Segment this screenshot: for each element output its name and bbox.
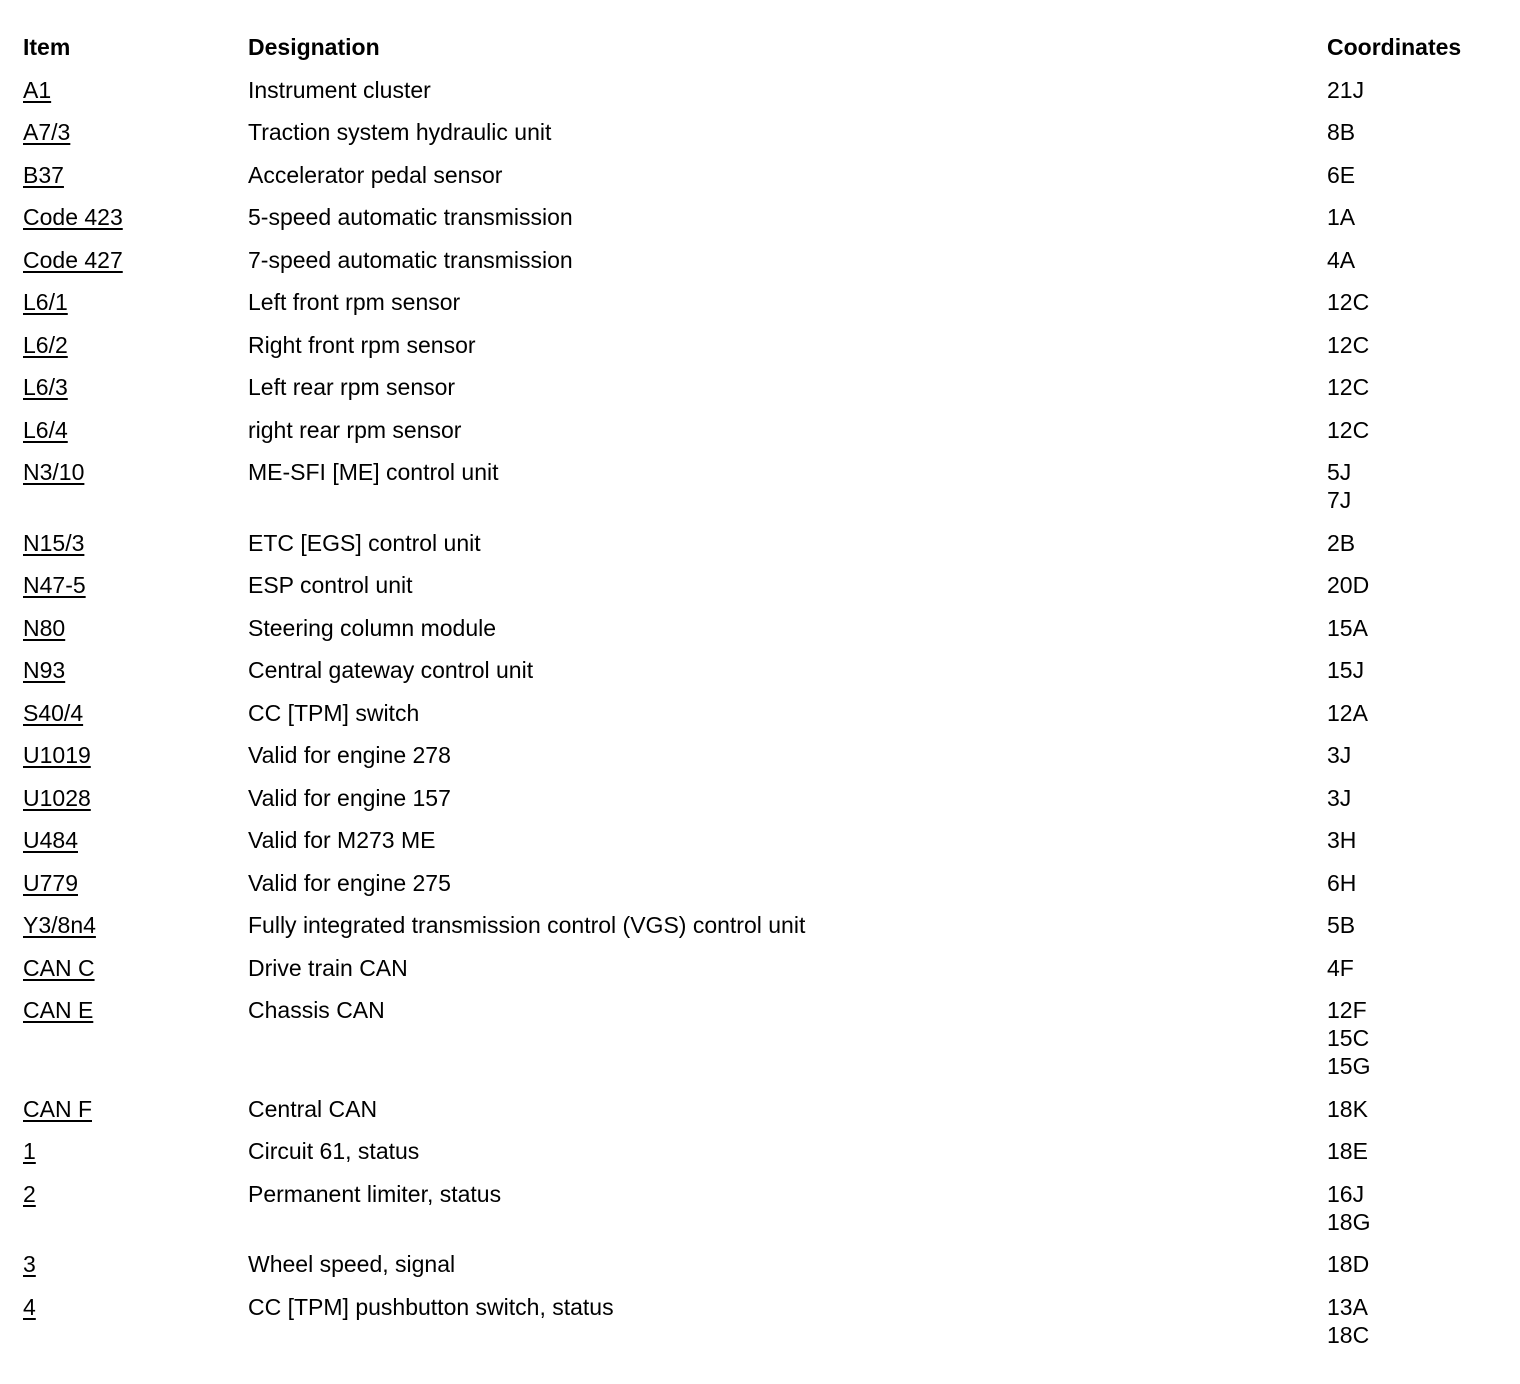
item-link[interactable]: CAN C: [23, 954, 95, 981]
designation-cell: Fully integrated transmission control (VGS) control unit: [248, 912, 806, 938]
table-row: [23, 777, 1503, 820]
table-row: [23, 1243, 1503, 1286]
item-cell: [23, 996, 243, 1024]
item-link[interactable]: Y3/8n4: [23, 912, 96, 938]
table-row: [23, 819, 1503, 862]
item-link[interactable]: A7/3: [23, 119, 71, 145]
header-item: Item: [23, 34, 71, 60]
coordinate-value: 12F: [1327, 997, 1367, 1023]
designation-cell: Valid for engine 278: [248, 742, 451, 768]
item-link[interactable]: A1: [23, 76, 52, 103]
header-designation: Designation: [248, 34, 380, 60]
designation-cell: Traction system hydraulic unit: [248, 119, 552, 145]
item-cell: [23, 869, 243, 897]
item-cell: [23, 911, 243, 939]
item-cell: [23, 373, 243, 401]
table-row: [23, 451, 1503, 522]
item-link[interactable]: N15/3: [23, 529, 85, 556]
item-cell: [23, 614, 243, 642]
designation-cell: ESP control unit: [248, 572, 413, 598]
coordinate-value: 5J: [1327, 459, 1352, 485]
coordinates-cell: [1327, 826, 1507, 854]
coordinate-value: 1A: [1327, 204, 1356, 230]
coordinate-value: 21J: [1327, 76, 1365, 103]
item-link[interactable]: L6/4: [23, 416, 68, 443]
coordinates-cell: [1327, 996, 1507, 1080]
coordinates-cell: [1327, 656, 1507, 684]
table-row: [23, 989, 1503, 1088]
table-row: [23, 154, 1503, 197]
table-row: [23, 1130, 1503, 1173]
designation-cell: Valid for M273 ME: [248, 827, 436, 853]
item-link[interactable]: S40/4: [23, 699, 84, 726]
designation-cell: 5-speed automatic transmission: [248, 204, 573, 230]
table-row: [23, 904, 1503, 947]
table-row: [23, 522, 1503, 565]
item-link[interactable]: 4: [23, 1293, 36, 1320]
item-cell: [23, 954, 243, 982]
item-cell: [23, 656, 243, 684]
item-cell: [23, 1250, 243, 1278]
item-link[interactable]: N47-5: [23, 572, 86, 598]
designation-cell: ETC [EGS] control unit: [248, 529, 481, 556]
table-row: [23, 692, 1503, 735]
coordinate-value: 6H: [1327, 869, 1357, 896]
coordinate-value: 12C: [1327, 289, 1370, 315]
coordinates-cell: [1327, 288, 1507, 316]
coordinate-value: 18G: [1327, 1208, 1371, 1235]
item-cell: [23, 203, 243, 231]
coordinates-cell: [1327, 1250, 1507, 1278]
coordinate-value: 12C: [1327, 374, 1370, 400]
coordinate-value: 3J: [1327, 742, 1352, 768]
coordinate-value: 15A: [1327, 614, 1368, 641]
table-row: [23, 1173, 1503, 1244]
table-row: [23, 607, 1503, 650]
item-cell: [23, 161, 243, 189]
coordinates-cell: [1327, 571, 1507, 599]
designation-cell: CC [TPM] pushbutton switch, status: [248, 1293, 614, 1320]
coordinate-value: 12A: [1327, 699, 1368, 726]
item-link[interactable]: Code 427: [23, 246, 123, 273]
coordinates-cell: [1327, 784, 1507, 812]
designation-cell: Wheel speed, signal: [248, 1251, 456, 1277]
table-row: [23, 409, 1503, 452]
coordinates-cell: [1327, 529, 1507, 557]
coordinate-value: 3J: [1327, 784, 1352, 811]
table-row: [23, 862, 1503, 905]
item-link[interactable]: U1028: [23, 784, 91, 811]
item-cell: [23, 416, 243, 444]
table-row: [23, 564, 1503, 607]
item-link[interactable]: CAN E: [23, 997, 94, 1023]
table-row: [23, 281, 1503, 324]
coordinate-value: 3H: [1327, 827, 1357, 853]
designation-cell: Circuit 61, status: [248, 1138, 420, 1164]
item-link[interactable]: Code 423: [23, 204, 123, 230]
coordinate-value: 16J: [1327, 1180, 1365, 1207]
item-cell: [23, 1137, 243, 1165]
item-link[interactable]: L6/2: [23, 331, 68, 358]
item-link[interactable]: L6/1: [23, 289, 68, 315]
table-row: [23, 649, 1503, 692]
table-row: [23, 947, 1503, 990]
designation-cell: Accelerator pedal sensor: [248, 161, 503, 188]
item-link[interactable]: U1019: [23, 742, 91, 768]
coordinates-cell: [1327, 161, 1507, 189]
designation-cell: Chassis CAN: [248, 997, 385, 1023]
item-cell: [23, 826, 243, 854]
header-coordinates: Coordinates: [1327, 34, 1462, 60]
coordinates-cell: [1327, 741, 1507, 769]
coordinates-cell: [1327, 118, 1507, 146]
designation-cell: CC [TPM] switch: [248, 699, 420, 726]
coordinates-cell: [1327, 416, 1507, 444]
coordinate-value: 4A: [1327, 246, 1356, 273]
designation-cell: right rear rpm sensor: [248, 416, 462, 443]
item-cell: [23, 699, 243, 727]
coordinates-cell: [1327, 869, 1507, 897]
coordinate-value: 8B: [1327, 119, 1356, 145]
item-cell: [23, 784, 243, 812]
table-row: [23, 69, 1503, 112]
item-link[interactable]: 2: [23, 1180, 36, 1207]
coordinates-cell: [1327, 1095, 1507, 1123]
designation-cell: Permanent limiter, status: [248, 1180, 502, 1207]
table-row: [23, 196, 1503, 239]
designation-cell: Central gateway control unit: [248, 657, 534, 683]
coordinates-cell: [1327, 331, 1507, 359]
item-cell: [23, 331, 243, 359]
designation-cell: Steering column module: [248, 614, 497, 641]
designation-cell: Drive train CAN: [248, 954, 408, 981]
coordinates-cell: [1327, 458, 1507, 514]
coordinate-value: 4F: [1327, 954, 1354, 981]
coordinate-value: 13A: [1327, 1293, 1368, 1320]
designation-cell: ME-SFI [ME] control unit: [248, 459, 499, 485]
item-link[interactable]: 3: [23, 1251, 36, 1277]
designation-cell: Left rear rpm sensor: [248, 374, 456, 400]
coordinates-cell: [1327, 1293, 1507, 1349]
item-cell: [23, 118, 243, 146]
item-link[interactable]: N80: [23, 614, 66, 641]
coordinate-value: 20D: [1327, 572, 1370, 598]
item-cell: [23, 1095, 243, 1123]
coordinates-cell: [1327, 614, 1507, 642]
coordinate-value: 18D: [1327, 1251, 1370, 1277]
item-link[interactable]: U484: [23, 827, 78, 853]
coordinate-value: 5B: [1327, 912, 1356, 938]
legend-table: [23, 26, 1503, 1356]
coordinate-value: 18K: [1327, 1095, 1368, 1122]
table-row: [23, 1088, 1503, 1131]
designation-cell: Valid for engine 157: [248, 784, 451, 811]
item-link[interactable]: N93: [23, 657, 66, 683]
coordinate-value: 2B: [1327, 529, 1356, 556]
item-cell: [23, 529, 243, 557]
item-link[interactable]: 1: [23, 1138, 36, 1164]
designation-cell: Instrument cluster: [248, 76, 431, 103]
designation-cell: Left front rpm sensor: [248, 289, 461, 315]
designation-cell: Central CAN: [248, 1095, 378, 1122]
table-row: [23, 734, 1503, 777]
coordinate-value: 15C: [1327, 1025, 1370, 1051]
item-link[interactable]: N3/10: [23, 459, 85, 485]
coordinate-value: 12C: [1327, 331, 1370, 358]
table-row: [23, 111, 1503, 154]
item-cell: [23, 741, 243, 769]
designation-cell: Valid for engine 275: [248, 869, 451, 896]
item-link[interactable]: B37: [23, 161, 64, 188]
item-cell: [23, 76, 243, 104]
coordinates-cell: [1327, 911, 1507, 939]
table-row: [23, 324, 1503, 367]
table-header: [23, 26, 1503, 69]
item-cell: [23, 1293, 243, 1321]
coordinate-value: 18E: [1327, 1138, 1368, 1164]
coordinates-cell: [1327, 954, 1507, 982]
designation-cell: 7-speed automatic transmission: [248, 246, 573, 273]
designation-cell: Right front rpm sensor: [248, 331, 476, 358]
coordinates-cell: [1327, 1137, 1507, 1165]
coordinates-cell: [1327, 1180, 1507, 1236]
item-link[interactable]: L6/3: [23, 374, 68, 400]
coordinates-cell: [1327, 373, 1507, 401]
item-link[interactable]: CAN F: [23, 1095, 92, 1122]
coordinates-cell: [1327, 246, 1507, 274]
coordinate-value: 18C: [1327, 1321, 1370, 1348]
coordinates-cell: [1327, 76, 1507, 104]
item-cell: [23, 246, 243, 274]
table-body: [23, 69, 1503, 1357]
item-cell: [23, 458, 243, 486]
table-row: [23, 239, 1503, 282]
coordinates-cell: [1327, 699, 1507, 727]
table-row: [23, 366, 1503, 409]
item-cell: [23, 571, 243, 599]
coordinates-cell: [1327, 203, 1507, 231]
item-link[interactable]: U779: [23, 869, 78, 896]
coordinate-value: 6E: [1327, 161, 1356, 188]
item-cell: [23, 1180, 243, 1208]
coordinate-value: 15G: [1327, 1053, 1371, 1079]
coordinate-value: 12C: [1327, 416, 1370, 443]
coordinate-value: 7J: [1327, 487, 1352, 513]
coordinate-value: 15J: [1327, 657, 1365, 683]
item-cell: [23, 288, 243, 316]
table-row: [23, 1286, 1503, 1357]
